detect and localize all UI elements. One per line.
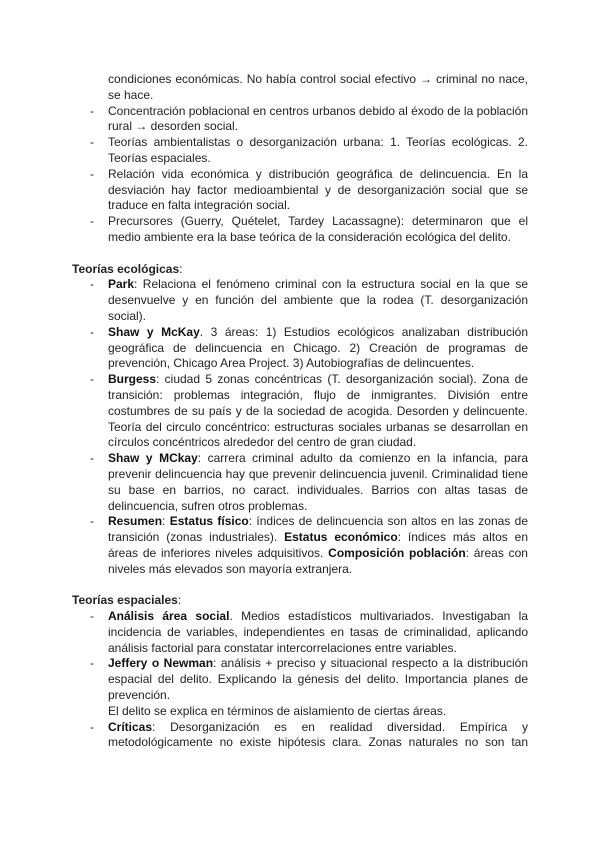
bold-term: Análisis área social bbox=[108, 609, 230, 624]
heading-text: Teorías espaciales bbox=[72, 593, 178, 608]
paragraph-text: Concentración poblacional en centros urbanos debido al éxodo de la población rural → desorden social. bbox=[108, 103, 528, 134]
list-item-resumen bbox=[72, 514, 528, 577]
paragraph-text bbox=[108, 372, 528, 451]
body-text: : áreas con niveles más elevados son mayoría extranjera. bbox=[108, 545, 528, 576]
body-text: : Relaciona el fenómeno criminal con la estructura social en la que se desenvuelve y en función del ambiente que la rodea (T. desorganización social). bbox=[108, 277, 528, 323]
list-item bbox=[72, 656, 528, 719]
body-text: : índices más altos en áreas de inferiores niveles adquisitivos. bbox=[108, 530, 528, 560]
bold-term: Estatus económico bbox=[284, 530, 398, 545]
body-text: : Desorganización es en realidad diversidad. Empírica y metodológicamente no existe hipótesis clara. Zonas naturales no son tan bbox=[108, 719, 528, 750]
bullet-dash: - bbox=[90, 135, 94, 150]
body-text: . 3 áreas: 1) Estudios ecológicos analizaban distribución geográfica de delincuencia en Chicago. 2) Creación de programas de prevención, Chicago Area Project. 3) Autobiografías de delincuentes. bbox=[108, 324, 528, 371]
bullet-dash: - bbox=[90, 103, 94, 118]
section-heading-espaciales bbox=[72, 593, 528, 609]
paragraph-text bbox=[108, 277, 528, 324]
paragraph-text: Teorías ambientalistas o desorganización urbana: 1. Teorías ecológicas. 2. Teorías espaciales. bbox=[108, 135, 528, 165]
body-text: : carrera criminal adulto da comienzo en la infancia, para prevenir delincuencia hay que prevenir delincuencia juvenil. Criminalidad tiene su base en barrios, no caract. individuales. Barrios con altas tasas de delincuencia, sufren otros problemas. bbox=[108, 451, 528, 513]
body-text: : análisis + preciso y situacional respecto a la distribución espacial del delito. Explicando la génesis del delito. Importancia planes de prevención. bbox=[108, 656, 528, 703]
bold-term: Park bbox=[108, 277, 135, 292]
bold-term: Resumen bbox=[108, 514, 163, 529]
body-text: : bbox=[162, 514, 170, 529]
bullet-dash: - bbox=[90, 324, 94, 339]
bullet-dash: - bbox=[90, 214, 94, 229]
bold-term: Composición población bbox=[328, 545, 466, 560]
bold-term: Críticas bbox=[108, 719, 153, 734]
bold-term: Shaw y MCkay bbox=[108, 451, 198, 466]
list-item bbox=[72, 372, 528, 451]
list-item bbox=[72, 609, 528, 656]
list-item bbox=[72, 451, 528, 514]
bold-term: Estatus físico bbox=[169, 514, 249, 529]
list-item bbox=[72, 277, 528, 324]
heading-colon: : bbox=[179, 261, 183, 276]
heading-text: Teorías ecológicas bbox=[72, 261, 180, 276]
paragraph-text bbox=[108, 325, 528, 372]
document-page bbox=[72, 72, 528, 751]
bullet-dash: - bbox=[90, 609, 94, 624]
body-text: . Medios estadísticos multivariados. Investigaban la incidencia de variables, independientes en tasas de criminalidad, aplicando análisis factorial para constatar intercorrelaciones entre variables. bbox=[108, 609, 528, 655]
bullet-dash: - bbox=[90, 656, 94, 671]
paragraph-text: condiciones económicas. No había control social efectivo → criminal no nace, se hace. bbox=[108, 72, 528, 102]
bullet-dash: - bbox=[90, 719, 94, 734]
paragraph-text bbox=[108, 514, 528, 577]
list-item bbox=[72, 167, 528, 214]
section-heading-ecologicas bbox=[72, 262, 528, 278]
bold-term: Jeffery o Newman bbox=[108, 656, 214, 671]
paragraph-text bbox=[108, 451, 528, 514]
bold-term: Shaw y McKay bbox=[108, 324, 200, 339]
paragraph-text bbox=[108, 656, 528, 703]
paragraph-text: El delito se explica en términos de aislamiento de ciertas áreas. bbox=[108, 703, 447, 718]
bold-term: Burgess bbox=[108, 372, 157, 387]
paragraph-text: Precursores (Guerry, Quételet, Tardey Lacassagne): determinaron que el medio ambiente era la base teórica de la consideración ecológica del delito. bbox=[108, 214, 528, 244]
list-item bbox=[72, 104, 528, 136]
bullet-dash: - bbox=[90, 372, 94, 387]
body-text: : índices de delincuencia son altos en las zonas de transición (zonas industriales). bbox=[108, 514, 528, 545]
list-item bbox=[72, 720, 528, 752]
paragraph-text: Relación vida económica y distribución geográfica de delincuencia. En la desviación hay factor medioambiental y de desorganización social que se traduce en falta integración social. bbox=[108, 166, 528, 213]
list-item bbox=[72, 135, 528, 167]
paragraph-text bbox=[108, 720, 528, 752]
body-text: : ciudad 5 zonas concéntricas (T. desorganización social). Zona de transición: problemas integración, flujo de inmigrantes. División entre costumbres de su país y de la sociedad de acogida. Desorden y delincuente. Teoría del circulo concéntrico: estructuras sociales urbanas se desarrollan en círculos concéntricos alrededor del centro de gran ciudad. bbox=[108, 372, 528, 450]
heading-colon: : bbox=[177, 593, 182, 608]
bullet-dash: - bbox=[90, 514, 94, 529]
list-item-continued bbox=[72, 72, 528, 104]
paragraph-text bbox=[108, 609, 528, 656]
bullet-dash: - bbox=[90, 277, 94, 292]
list-item bbox=[72, 325, 528, 372]
list-item bbox=[72, 214, 528, 246]
bullet-dash: - bbox=[90, 451, 94, 466]
bullet-dash: - bbox=[90, 166, 94, 181]
